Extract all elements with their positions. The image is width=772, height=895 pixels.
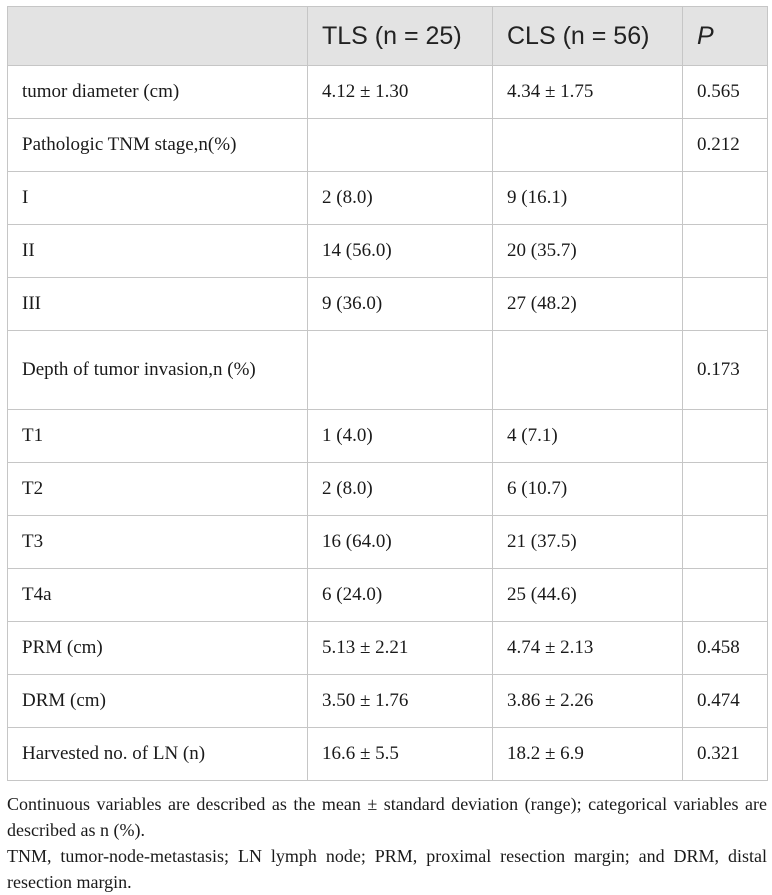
tls-value bbox=[308, 119, 493, 172]
row-label: T1 bbox=[8, 410, 308, 463]
table-row bbox=[8, 569, 768, 622]
table-row bbox=[8, 622, 768, 675]
header-row bbox=[8, 7, 768, 66]
tls-value: 2 (8.0) bbox=[308, 172, 493, 225]
row-label: T2 bbox=[8, 463, 308, 516]
p-value bbox=[683, 463, 768, 516]
cls-value: 4 (7.1) bbox=[493, 410, 683, 463]
row-label: T4a bbox=[8, 569, 308, 622]
tls-value: 16.6 ± 5.5 bbox=[308, 728, 493, 781]
cls-value bbox=[493, 331, 683, 410]
row-label: III bbox=[8, 278, 308, 331]
cls-value bbox=[493, 119, 683, 172]
tls-value: 14 (56.0) bbox=[308, 225, 493, 278]
table-row bbox=[8, 119, 768, 172]
p-value: 0.474 bbox=[683, 675, 768, 728]
row-label: PRM (cm) bbox=[8, 622, 308, 675]
tls-value: 5.13 ± 2.21 bbox=[308, 622, 493, 675]
p-value bbox=[683, 410, 768, 463]
row-label: tumor diameter (cm) bbox=[8, 66, 308, 119]
row-label: T3 bbox=[8, 516, 308, 569]
footnote-abbreviations: TNM, tumor-node-metastasis; LN lymph node; PRM, proximal resection margin; and DRM, distal resection margin. bbox=[7, 846, 767, 892]
cls-value: 4.34 ± 1.75 bbox=[493, 66, 683, 119]
table-row bbox=[8, 66, 768, 119]
table-row bbox=[8, 463, 768, 516]
header-variable bbox=[8, 7, 308, 66]
header-cls: CLS (n = 56) bbox=[493, 7, 683, 66]
cls-value: 3.86 ± 2.26 bbox=[493, 675, 683, 728]
tls-value: 6 (24.0) bbox=[308, 569, 493, 622]
row-label: I bbox=[8, 172, 308, 225]
table-row bbox=[8, 675, 768, 728]
row-label: Pathologic TNM stage,n(%) bbox=[8, 119, 308, 172]
p-value bbox=[683, 569, 768, 622]
p-value bbox=[683, 172, 768, 225]
row-label: Harvested no. of LN (n) bbox=[8, 728, 308, 781]
row-label: Depth of tumor invasion,n (%) bbox=[8, 331, 308, 410]
tls-value: 4.12 ± 1.30 bbox=[308, 66, 493, 119]
tls-value bbox=[308, 331, 493, 410]
p-value: 0.565 bbox=[683, 66, 768, 119]
table-container bbox=[7, 6, 767, 895]
table-row bbox=[8, 278, 768, 331]
p-value: 0.173 bbox=[683, 331, 768, 410]
tls-value: 3.50 ± 1.76 bbox=[308, 675, 493, 728]
table-row bbox=[8, 331, 768, 410]
table-row bbox=[8, 516, 768, 569]
cls-value: 25 (44.6) bbox=[493, 569, 683, 622]
p-value: 0.212 bbox=[683, 119, 768, 172]
comparison-table bbox=[7, 6, 768, 781]
p-value bbox=[683, 278, 768, 331]
table-row bbox=[8, 728, 768, 781]
cls-value: 20 (35.7) bbox=[493, 225, 683, 278]
table-row bbox=[8, 172, 768, 225]
table-footnotes bbox=[7, 791, 767, 895]
tls-value: 2 (8.0) bbox=[308, 463, 493, 516]
p-value bbox=[683, 516, 768, 569]
cls-value: 6 (10.7) bbox=[493, 463, 683, 516]
row-label: II bbox=[8, 225, 308, 278]
cls-value: 4.74 ± 2.13 bbox=[493, 622, 683, 675]
row-label: DRM (cm) bbox=[8, 675, 308, 728]
footnote-statistics: Continuous variables are described as the mean ± standard deviation (range); categorical variables are described as n (%). bbox=[7, 794, 767, 840]
cls-value: 27 (48.2) bbox=[493, 278, 683, 331]
cls-value: 18.2 ± 6.9 bbox=[493, 728, 683, 781]
table-row bbox=[8, 410, 768, 463]
header-p-value: P bbox=[683, 7, 768, 66]
cls-value: 9 (16.1) bbox=[493, 172, 683, 225]
p-value bbox=[683, 225, 768, 278]
tls-value: 16 (64.0) bbox=[308, 516, 493, 569]
header-tls: TLS (n = 25) bbox=[308, 7, 493, 66]
tls-value: 9 (36.0) bbox=[308, 278, 493, 331]
p-value: 0.321 bbox=[683, 728, 768, 781]
p-value: 0.458 bbox=[683, 622, 768, 675]
table-row bbox=[8, 225, 768, 278]
tls-value: 1 (4.0) bbox=[308, 410, 493, 463]
cls-value: 21 (37.5) bbox=[493, 516, 683, 569]
